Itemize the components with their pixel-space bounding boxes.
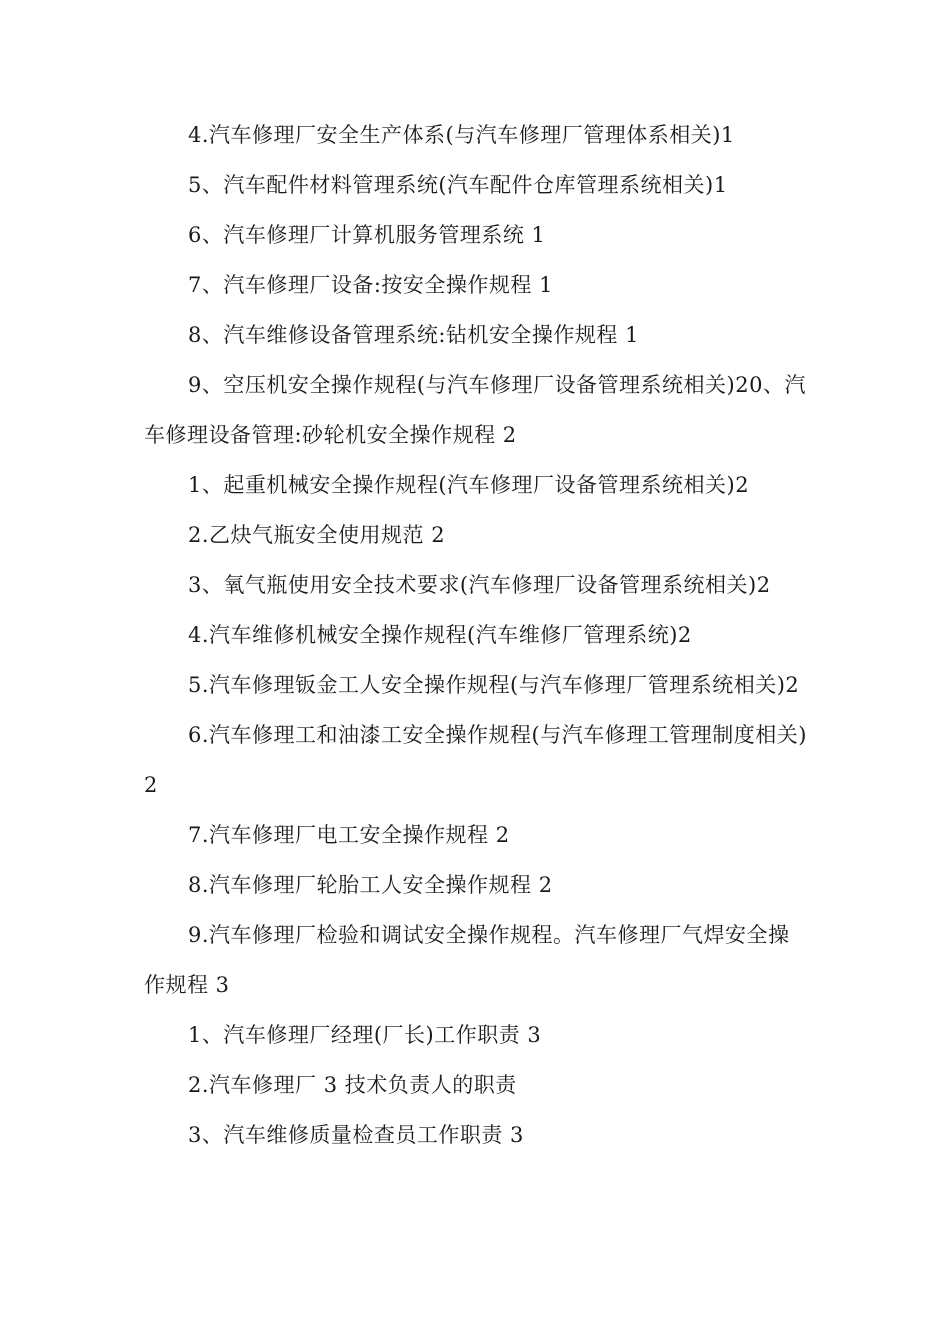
document-body bbox=[144, 110, 808, 1160]
paragraph-17: 2.汽车修理厂 3 技术负责人的职责 bbox=[188, 1073, 517, 1097]
paragraph-1: 4.汽车修理厂安全生产体系(与汽车修理厂管理体系相关)1 bbox=[188, 123, 735, 147]
paragraph-7: 1、起重机械安全操作规程(汽车修理厂设备管理系统相关)2 bbox=[188, 473, 750, 497]
paragraph-15: 9.汽车修理厂检验和调试安全操作规程。汽车修理厂气焊安全操作规程 3 bbox=[144, 923, 790, 997]
paragraph-13: 7.汽车修理厂电工安全操作规程 2 bbox=[188, 823, 510, 847]
paragraph-8: 2.乙炔气瓶安全使用规范 2 bbox=[188, 523, 446, 547]
paragraph-4: 7、汽车修理厂设备:按安全操作规程 1 bbox=[188, 273, 553, 297]
paragraph-9: 3、氧气瓶使用安全技术要求(汽车修理厂设备管理系统相关)2 bbox=[188, 573, 771, 597]
paragraph-5: 8、汽车维修设备管理系统:钻机安全操作规程 1 bbox=[188, 323, 639, 347]
paragraph-3: 6、汽车修理厂计算机服务管理系统 1 bbox=[188, 223, 546, 247]
paragraph-18: 3、汽车维修质量检查员工作职责 3 bbox=[188, 1123, 524, 1147]
paragraph-11: 5.汽车修理钣金工人安全操作规程(与汽车修理厂管理系统相关)2 bbox=[188, 673, 800, 697]
paragraph-12: 6.汽车修理工和油漆工安全操作规程(与汽车修理工管理制度相关)2 bbox=[144, 723, 807, 797]
paragraph-2: 5、汽车配件材料管理系统(汽车配件仓库管理系统相关)1 bbox=[188, 173, 728, 197]
paragraph-10: 4.汽车维修机械安全操作规程(汽车维修厂管理系统)2 bbox=[188, 623, 692, 647]
paragraph-6: 9、空压机安全操作规程(与汽车修理厂设备管理系统相关)20、汽车修理设备管理:砂轮机安全操作规程 2 bbox=[144, 373, 806, 447]
paragraph-14: 8.汽车修理厂轮胎工人安全操作规程 2 bbox=[188, 873, 553, 897]
paragraph-16: 1、汽车修理厂经理(厂长)工作职责 3 bbox=[188, 1023, 542, 1047]
